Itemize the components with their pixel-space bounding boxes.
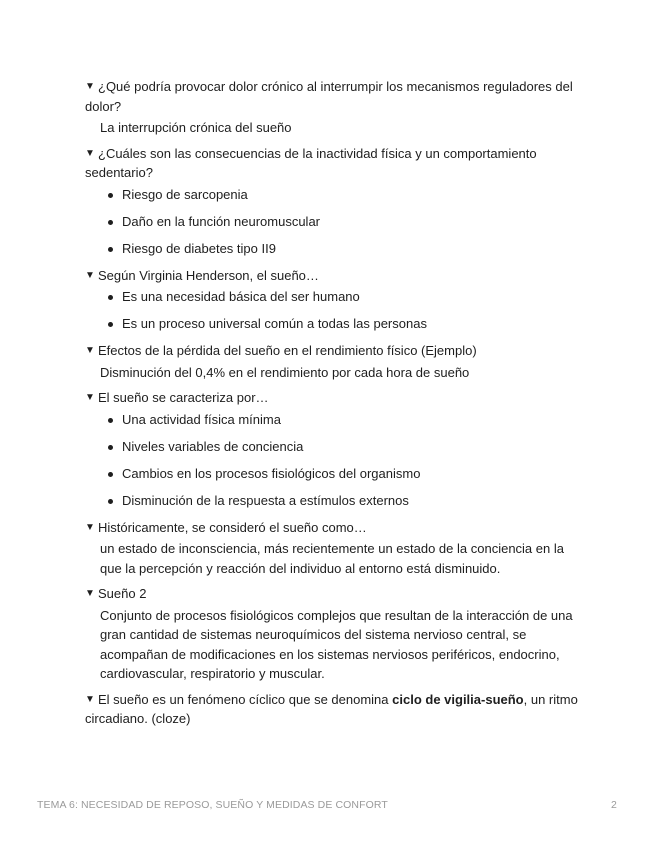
question-text: Sueño 2 xyxy=(98,586,147,601)
toggle-question[interactable] xyxy=(85,388,580,408)
list-item xyxy=(85,410,580,430)
toggle-block xyxy=(85,266,580,334)
list-item-text: Es una necesidad básica del ser humano xyxy=(122,289,360,304)
page-footer xyxy=(37,799,617,811)
list-item xyxy=(85,314,580,334)
triangle-down-icon[interactable]: ▼ xyxy=(85,345,95,356)
question-text-pre: El sueño es un fenómeno cíclico que se denomina xyxy=(98,691,393,707)
bullet-dot-icon xyxy=(108,322,113,327)
answer-text: Disminución del 0,4% en el rendimiento por cada hora de sueño xyxy=(100,364,470,380)
triangle-down-icon[interactable]: ▼ xyxy=(85,392,95,403)
bullet-dot-icon xyxy=(108,418,113,423)
answer-text: Conjunto de procesos fisiológicos complejos que resultan de la interacción de una gran cantidad de sistemas neuroquímicos del sistema nervioso central, se acompañan de modificaciones en los sistemas nerviosos periféricos, endocrino, cardiovascular, respiratorio y muscular. xyxy=(100,607,573,681)
list-item xyxy=(85,491,580,511)
page-number: 2 xyxy=(611,799,617,811)
toggle-block xyxy=(85,518,580,579)
list-item xyxy=(85,212,580,232)
question-text: Según Virginia Henderson, el sueño… xyxy=(98,267,319,283)
toggle-block xyxy=(85,341,580,382)
cloze-term: ciclo de vigilia-sueño xyxy=(392,691,524,707)
list-item-text: Riesgo de sarcopenia xyxy=(122,186,248,202)
list-item-text: Niveles variables de conciencia xyxy=(122,438,304,454)
answer-text: un estado de inconsciencia, más recientemente un estado de la conciencia en la que la percepción y reacción del individuo al entorno está disminuido. xyxy=(100,541,564,576)
bullet-dot-icon xyxy=(108,220,113,225)
toggle-block xyxy=(85,77,580,138)
toggle-block xyxy=(85,144,580,259)
triangle-down-icon[interactable]: ▼ xyxy=(85,588,95,599)
list-item-text: Disminución de la respuesta a estímulos externos xyxy=(122,492,409,508)
triangle-down-icon[interactable]: ▼ xyxy=(85,521,95,533)
bullet-dot-icon xyxy=(108,472,113,477)
bullet-dot-icon xyxy=(108,445,113,450)
list-item xyxy=(85,287,580,307)
toggle-question[interactable] xyxy=(85,341,580,361)
triangle-down-icon[interactable]: ▼ xyxy=(85,269,95,281)
toggle-question[interactable] xyxy=(85,584,580,604)
bullet-dot-icon xyxy=(108,247,113,252)
question-text: ¿Cuáles son las consecuencias de la inactividad física y un comportamiento sedentario? xyxy=(85,145,537,180)
bullet-dot-icon xyxy=(108,499,113,504)
question-text: ¿Qué podría provocar dolor crónico al interrumpir los mecanismos reguladores del dolor? xyxy=(85,79,573,114)
toggle-question[interactable] xyxy=(85,690,580,729)
list-item-text: Una actividad física mínima xyxy=(122,411,281,427)
list-item xyxy=(85,185,580,205)
toggle-question[interactable] xyxy=(85,77,580,116)
triangle-down-icon[interactable]: ▼ xyxy=(85,147,95,159)
question-text: Históricamente, se consideró el sueño como… xyxy=(98,519,367,535)
question-text-post: , un ritmo circadiano. (cloze) xyxy=(85,691,578,726)
question-text: Efectos de la pérdida del sueño en el rendimiento físico (Ejemplo) xyxy=(98,343,477,358)
bullet-dot-icon xyxy=(108,193,113,198)
bullet-list xyxy=(85,185,580,259)
document-body xyxy=(85,77,580,735)
list-item-text: Daño en la función neuromuscular xyxy=(122,213,321,229)
list-item-text: Es un proceso universal común a todas las personas xyxy=(122,316,427,331)
triangle-down-icon[interactable]: ▼ xyxy=(85,693,95,705)
bullet-list xyxy=(85,410,580,511)
list-item-text: Riesgo de diabetes tipo II9 xyxy=(122,240,276,256)
triangle-down-icon[interactable]: ▼ xyxy=(85,81,95,92)
footer-title: TEMA 6: NECESIDAD DE REPOSO, SUEÑO Y MEDIDAS DE CONFORT xyxy=(37,799,388,811)
toggle-question[interactable] xyxy=(85,144,580,183)
toggle-question[interactable] xyxy=(85,518,580,538)
toggle-question[interactable] xyxy=(85,266,580,286)
list-item-text: Cambios en los procesos fisiológicos del organismo xyxy=(122,465,421,481)
list-item xyxy=(85,464,580,484)
toggle-block xyxy=(85,690,580,729)
question-text: El sueño se caracteriza por… xyxy=(98,390,269,405)
bullet-list xyxy=(85,287,580,334)
toggle-block xyxy=(85,388,580,510)
list-item xyxy=(85,437,580,457)
list-item xyxy=(85,239,580,259)
toggle-block xyxy=(85,584,580,684)
bullet-dot-icon xyxy=(108,295,113,300)
answer-text: La interrupción crónica del sueño xyxy=(100,120,292,135)
